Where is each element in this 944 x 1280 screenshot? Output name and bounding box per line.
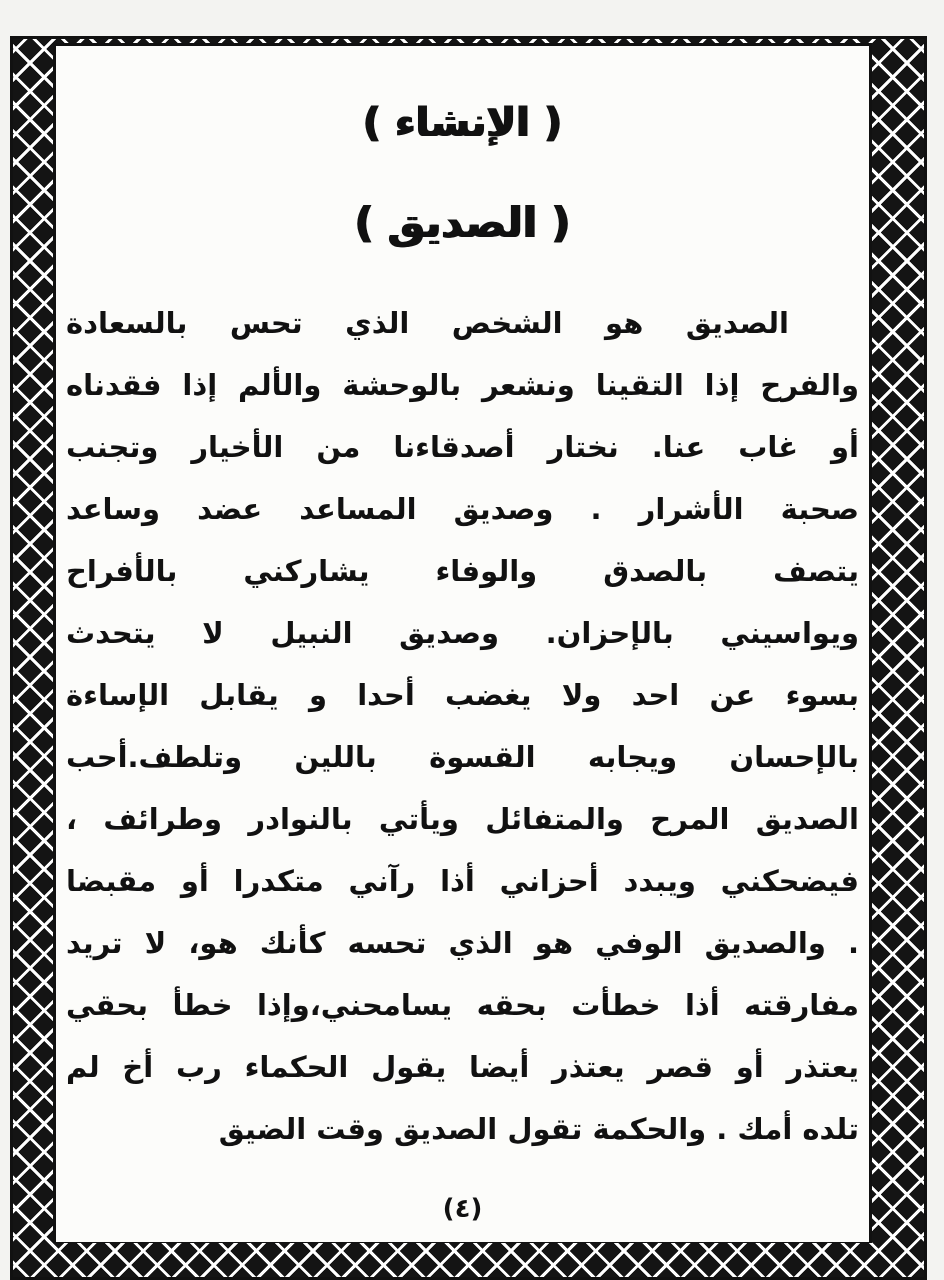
page-number: (٤)	[442, 1194, 483, 1224]
subtitle-paren-close: )	[354, 198, 374, 247]
essay-line: أو غاب عنا. نختار أصدقاءنا من الأخيار وتجنب	[66, 430, 859, 464]
essay-body	[66, 292, 859, 1160]
essay-line: الصديق المرح والمتفائل ويأتي بالنوادر وطرائف ،	[66, 802, 859, 836]
essay-line: ويواسيني بالإحزان. وصديق النبيل لا يتحدث	[66, 616, 859, 650]
essay-line: تلده أمك . والحكمة تقول الصديق وقت الضيق	[218, 1112, 859, 1146]
essay-line: صحبة الأشرار . وصديق المساعد عضد وساعد	[66, 492, 859, 526]
title-paren-close: )	[362, 100, 382, 146]
essay-line: الصديق هو الشخص الذي تحس بالسعادة	[66, 306, 789, 340]
title-paren-open: (	[543, 100, 563, 146]
title-text: الإنشاء	[395, 100, 530, 146]
essay-line: يعتذر أو قصر يعتذر أيضا يقول الحكماء رب أخ لم	[66, 1050, 859, 1084]
subtitle-paren-open: (	[551, 198, 571, 247]
essay-line: مفارقته أذا خطأت بحقه يسامحني،وإذا خطأ بحقي	[66, 988, 859, 1022]
essay-line: يتصف بالصدق والوفاء يشاركني بالأفراح	[66, 554, 859, 588]
subtitle-text: الصديق	[387, 198, 538, 247]
essay-line: فيضحكني ويبدد أحزاني أذا رآني متكدرا أو مقبضا	[66, 864, 859, 898]
essay-line: . والصديق الوفي هو الذي تحسه كأنك هو، لا تريد	[66, 926, 859, 960]
document-page	[56, 46, 869, 1242]
essay-line: بالإحسان ويجابه القسوة باللين وتلطف.أحب	[66, 740, 859, 774]
essay-subtitle	[56, 198, 869, 247]
page-title	[56, 100, 869, 146]
essay-line: بسوء عن احد ولا يغضب أحدا و يقابل الإساءة	[66, 678, 859, 712]
essay-line: والفرح إذا التقينا ونشعر بالوحشة والألم إذا فقدناه	[66, 368, 859, 402]
